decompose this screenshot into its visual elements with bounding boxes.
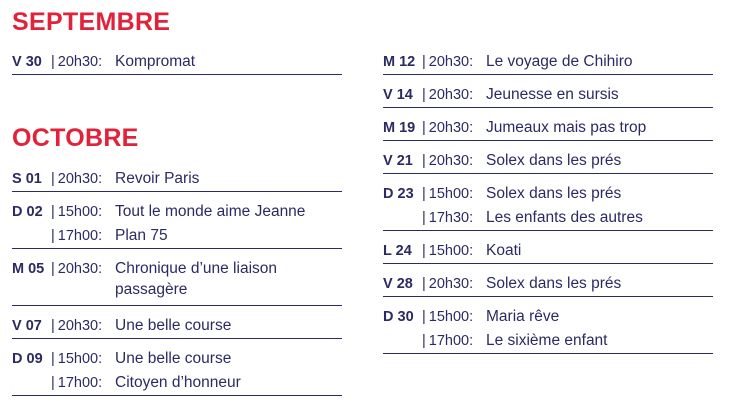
divider: | — [51, 54, 55, 70]
film-title: Chronique d’une liaison passagère — [115, 260, 278, 298]
film-title: Citoyen d’honneur — [115, 374, 241, 391]
divider: | — [51, 261, 55, 277]
showtime-value: 15h00: — [428, 243, 474, 259]
film-title: Jumeaux mais pas trop — [486, 119, 647, 136]
schedule-entry — [383, 240, 713, 264]
day-label: V 14 — [383, 87, 413, 103]
film-title: Solex dans les prés — [486, 185, 622, 202]
showtime-value: 20h30: — [428, 87, 474, 103]
divider: | — [51, 228, 55, 244]
showtime-value: 20h30: — [428, 54, 474, 70]
film-title: Le voyage de Chihiro — [486, 53, 633, 70]
showtime-value: 20h30: — [57, 261, 103, 277]
showtime — [422, 306, 473, 328]
film-title: Kompromat — [115, 53, 196, 70]
showing-line — [383, 84, 713, 106]
showtime — [51, 258, 102, 280]
film-title: Plan 75 — [115, 227, 168, 244]
showing-line — [12, 51, 342, 73]
showing-line — [12, 225, 342, 247]
showtime — [422, 84, 473, 106]
showtime — [51, 315, 102, 337]
showtime — [422, 240, 473, 262]
divider: | — [422, 186, 426, 202]
showing-line — [383, 330, 713, 352]
divider: | — [422, 210, 426, 226]
showing-line — [383, 117, 713, 139]
divider: | — [422, 54, 426, 70]
schedule-entry — [383, 84, 713, 108]
schedule-october — [12, 168, 342, 405]
schedule-entry — [383, 273, 713, 297]
showtime — [51, 51, 102, 73]
showing-line — [12, 372, 342, 394]
schedule-entry — [383, 117, 713, 141]
film-title: Solex dans les prés — [486, 152, 622, 169]
schedule-entry — [383, 51, 713, 75]
day-label: S 01 — [12, 171, 42, 187]
film-title: Le sixième enfant — [486, 332, 608, 349]
film-title: Koati — [486, 242, 522, 259]
schedule-entry — [383, 306, 713, 354]
schedule-entry — [383, 183, 713, 231]
showtime-value: 20h30: — [57, 54, 103, 70]
showtime-value: 17h30: — [428, 210, 474, 226]
day-label: M 05 — [12, 261, 45, 277]
showtime — [51, 348, 102, 370]
day-label: V 07 — [12, 318, 42, 334]
divider: | — [422, 120, 426, 136]
showtime — [51, 225, 102, 247]
day-label: D 02 — [12, 204, 43, 220]
divider: | — [422, 309, 426, 325]
showtime — [422, 183, 473, 205]
showing-line — [383, 207, 713, 229]
showing-line — [383, 273, 713, 295]
showing-line — [383, 240, 713, 262]
film-title: Revoir Paris — [115, 170, 200, 187]
day-label: M 19 — [383, 120, 416, 136]
divider: | — [422, 153, 426, 169]
showing-line — [383, 51, 713, 73]
divider: | — [422, 87, 426, 103]
month-heading-september: SEPTEMBRE — [12, 8, 171, 36]
showtime — [422, 330, 473, 352]
showtime-value: 17h00: — [57, 375, 103, 391]
showing-line — [383, 306, 713, 328]
schedule-entry — [12, 51, 342, 75]
schedule-entry — [12, 201, 342, 249]
day-label: M 12 — [383, 54, 416, 70]
showtime — [422, 273, 473, 295]
day-label: D 30 — [383, 309, 414, 325]
schedule-october-continued — [383, 51, 713, 363]
divider: | — [422, 276, 426, 292]
day-label: V 21 — [383, 153, 413, 169]
day-label: D 09 — [12, 351, 43, 367]
showing-line — [12, 348, 342, 370]
divider: | — [51, 204, 55, 220]
showtime-value: 20h30: — [428, 120, 474, 136]
film-title: Maria rêve — [486, 308, 560, 325]
divider: | — [422, 243, 426, 259]
showtime-value: 15h00: — [428, 309, 474, 325]
showtime — [51, 168, 102, 190]
divider: | — [422, 333, 426, 349]
film-title: Les enfants des autres — [486, 209, 643, 226]
showtime-value: 17h00: — [57, 228, 103, 244]
day-label: V 30 — [12, 54, 42, 70]
showtime — [51, 372, 102, 394]
showtime — [422, 150, 473, 172]
schedule-september — [12, 51, 342, 84]
showtime-value: 20h30: — [57, 171, 103, 187]
divider: | — [51, 171, 55, 187]
showtime — [422, 51, 473, 73]
film-title: Une belle course — [115, 317, 232, 334]
day-label: L 24 — [383, 243, 412, 259]
showtime-value: 20h30: — [57, 318, 103, 334]
showtime-value: 20h30: — [428, 153, 474, 169]
showtime — [422, 117, 473, 139]
showing-line — [12, 258, 342, 298]
showtime-value: 17h00: — [428, 333, 474, 349]
day-label: D 23 — [383, 186, 414, 202]
showing-line — [12, 168, 342, 190]
day-label: V 28 — [383, 276, 413, 292]
schedule-entry — [12, 168, 342, 192]
showtime-value: 20h30: — [428, 276, 474, 292]
showing-line — [12, 315, 342, 337]
month-heading-october: OCTOBRE — [12, 124, 139, 152]
showing-line — [12, 201, 342, 223]
divider: | — [51, 318, 55, 334]
showing-line — [383, 150, 713, 172]
showtime — [422, 207, 473, 229]
showtime-value: 15h00: — [57, 204, 103, 220]
divider: | — [51, 351, 55, 367]
showtime-value: 15h00: — [57, 351, 103, 367]
showtime-value: 15h00: — [428, 186, 474, 202]
schedule-entry — [12, 315, 342, 339]
divider: | — [51, 375, 55, 391]
film-title: Jeunesse en sursis — [486, 86, 619, 103]
film-title: Tout le monde aime Jeanne — [115, 203, 306, 220]
film-title: Une belle course — [115, 350, 232, 367]
showing-line — [383, 183, 713, 205]
schedule-entry — [12, 348, 342, 396]
schedule-entry — [383, 150, 713, 174]
schedule-entry — [12, 258, 342, 306]
film-title: Solex dans les prés — [486, 275, 622, 292]
showtime — [51, 201, 102, 223]
